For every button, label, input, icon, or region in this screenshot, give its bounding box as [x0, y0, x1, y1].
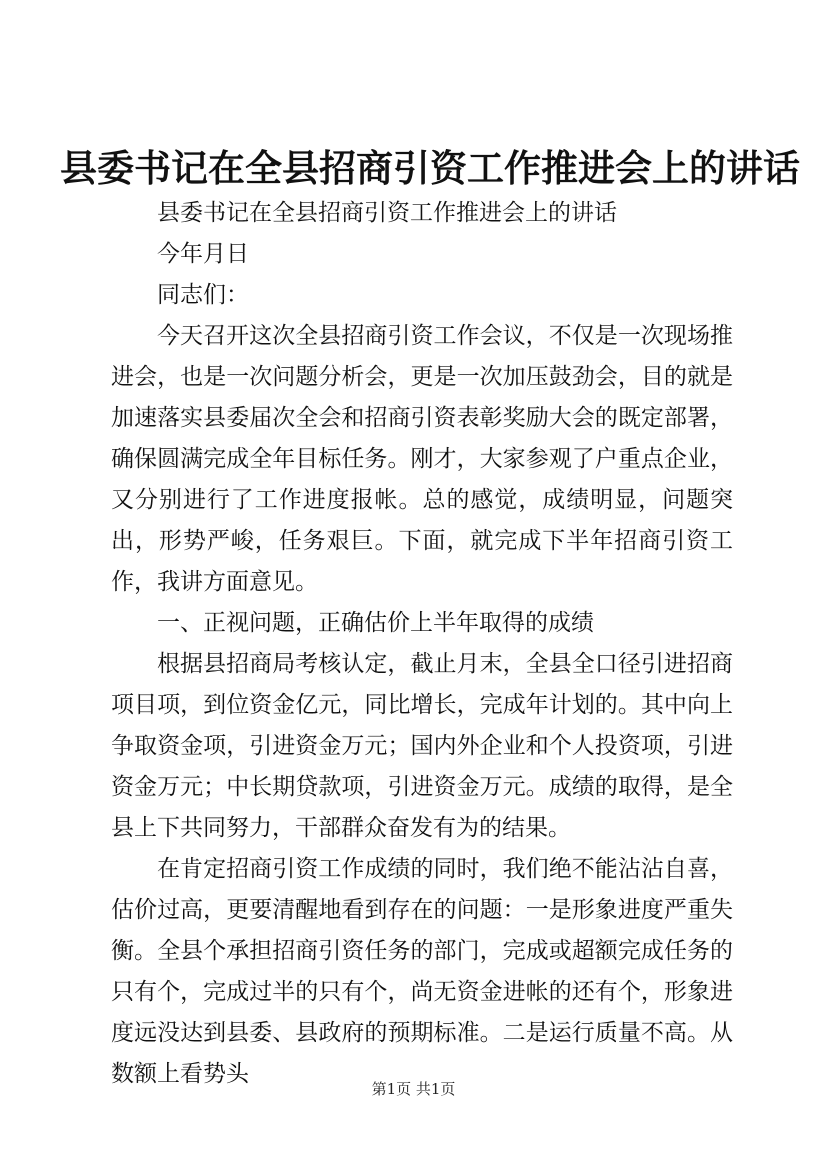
paragraph-date: 今年月日 [157, 241, 249, 267]
document-body [111, 193, 733, 1095]
paragraph-achievements: 根据县招商局考核认定，截止月末，全县全口径引进招商项目项，到位资金亿元，同比增长，完成年计划的。其中向上争取资金项，引进资金万元；国内外企业和个人投资项，引进资金万元；中长期贷款项，引进资金万元。成绩的取得，是全县上下共同努力，干部群众奋发有为的结果。 [111, 651, 733, 841]
section-heading-1: 一、正视问题，正确估价上半年取得的成绩 [157, 610, 594, 636]
paragraph-problems: 在肯定招商引资工作成绩的同时，我们绝不能沾沾自喜，估价过高，更要清醒地看到存在的问题：一是形象进度严重失衡。全县个承担招商引资任务的部门，完成或超额完成任务的只有个，完成过半的只有个，尚无资金进帐的还有个，形象进度远没达到县委、县政府的预期标准。二是运行质量不高。从数额上看势头 [111, 856, 733, 1087]
paragraph-subtitle: 县委书记在全县招商引资工作推进会上的讲话 [157, 200, 617, 226]
paragraph-salutation: 同志们： [157, 282, 249, 308]
document-title: 县委书记在全县招商引资工作推进会上的讲话 [60, 146, 800, 190]
page-footer: 第1页 共1页 [371, 1080, 456, 1098]
paragraph-opening: 今天召开这次全县招商引资工作会议，不仅是一次现场推进会，也是一次问题分析会，更是一次加压鼓劲会，目的就是加速落实县委届次全会和招商引资表彰奖励大会的既定部署，确保圆满完成全年目标任务。刚才，大家参观了户重点企业，又分别进行了工作进度报帐。总的感觉，成绩明显，问题突出，形势严峻，任务艰巨。下面，就完成下半年招商引资工作，我讲方面意见。 [111, 323, 733, 595]
